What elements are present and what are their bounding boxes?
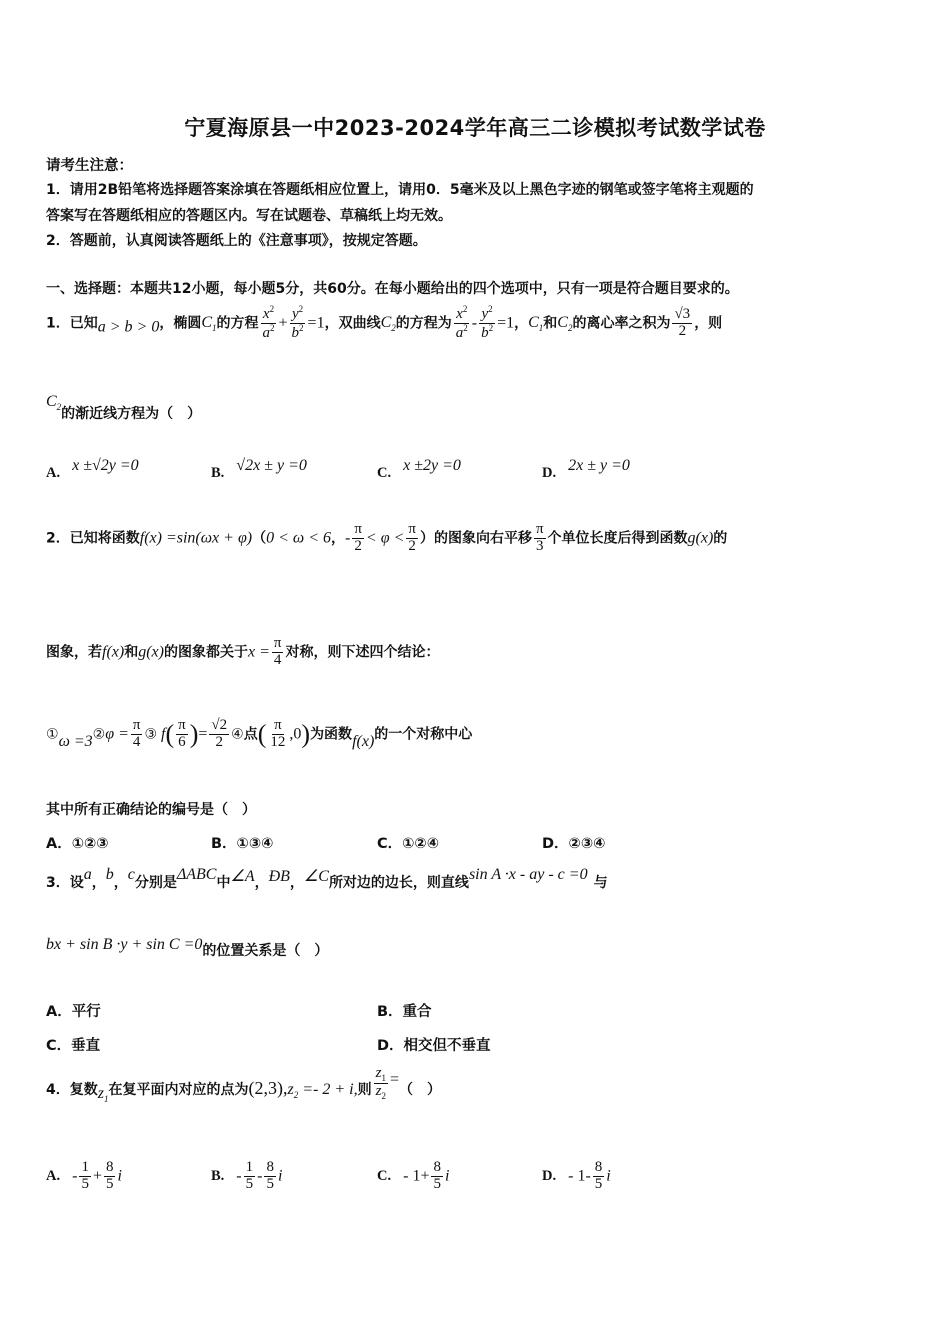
q2-option-c[interactable]: C．①②④ xyxy=(377,836,439,852)
notice-item-2: 2．答题前，认真阅读答题纸上的《注意事项》，按规定答题。 xyxy=(46,233,427,249)
section-heading: 一、选择题：本题共12小题，每小题5分，共60分。在每小题给出的四个选项中，只有一项是符合题目要求的。 xyxy=(46,281,739,297)
fraction: $\frac{x^2}{a^2}$ xyxy=(262,304,275,341)
question-3: 3．设a，b，c分别是ΔABC中∠A，ÐB，∠C所对边的边长，则直线sin A ·x - ay - c =0 与 xyxy=(46,866,608,891)
notice-heading: 请考生注意： xyxy=(46,158,133,174)
notice-item-1b: 答案写在答题纸相应的答题区内。写在试题卷、草稿纸上均无效。 xyxy=(46,208,452,224)
question-2-conclusions: ①ω =3②φ = $\frac{\pi}{4}$ ③ f( $\frac{\pi}{6}$ )= $\frac{√2}{2}$ ④点( $\frac{\pi}{12}$ ,0)为函数f(x)的一个对称中心 xyxy=(46,717,473,751)
q3-option-d[interactable]: D．相交但不垂直 xyxy=(377,1038,491,1054)
q3-option-c[interactable]: C．垂直 xyxy=(46,1038,101,1054)
question-2-prompt: 其中所有正确结论的编号是（ ） xyxy=(46,802,256,818)
page-title: 宁夏海原县一中2023-2024学年高三二诊模拟考试数学试卷 xyxy=(184,116,766,140)
question-2: 2．已知将函数f(x) =sin(ωx + φ)（0 < ω < 6，- $\frac{\pi}{2}$ < φ < $\frac{\pi}{2}$ ）的图象向右平移 $\frac{\pi}{3}$ 个单位长度后得到函数g(x)的 xyxy=(46,521,728,554)
question-1-cont: $C_2$的渐近线方程为（ ） xyxy=(46,393,202,422)
q3-option-b[interactable]: B．重合 xyxy=(377,1004,432,1020)
q3-option-a[interactable]: A．平行 xyxy=(46,1004,101,1020)
q1-option-a[interactable]: A. x ±√2y =0 xyxy=(46,457,139,481)
q1-option-c[interactable]: C. x ±2y =0 xyxy=(377,457,461,481)
question-4: 4．复数$z_1$在复平面内对应的点为$(2,3),z_2 =- 2 + i$,则 $\frac{z_1}{z_2}$ =（ ） xyxy=(46,1065,441,1105)
q4-option-d[interactable]: D. - 1- $\frac{8}{5}$ i xyxy=(542,1159,611,1192)
q4-option-a[interactable]: A. - $\frac{1}{5}$ + $\frac{8}{5}$ i xyxy=(46,1159,122,1192)
q2-option-a[interactable]: A．①②③ xyxy=(46,836,109,852)
q4-option-b[interactable]: B. - $\frac{1}{5}$ - $\frac{8}{5}$ i xyxy=(211,1159,283,1192)
q2-option-b[interactable]: B．①③④ xyxy=(211,836,274,852)
q1-option-b[interactable]: B. √2x ± y =0 xyxy=(211,457,307,481)
question-2-cont: 图象，若f(x)和g(x)的图象都关于x = $\frac{\pi}{4}$ 对称，则下述四个结论： xyxy=(46,635,440,668)
q4-option-c[interactable]: C. - 1+ $\frac{8}{5}$ i xyxy=(377,1159,450,1192)
q1-option-d[interactable]: D. 2x ± y =0 xyxy=(542,457,630,481)
notice-item-1a: 1．请用2B铅笔将选择题答案涂填在答题纸相应位置上，请用0．5毫米及以上黑色字迹的钢笔或签字笔将主观题的 xyxy=(46,182,754,198)
question-3-cont: bx + sin B ·y + sin C =0的位置关系是（ ） xyxy=(46,936,329,959)
q2-option-d[interactable]: D．②③④ xyxy=(542,836,606,852)
question-1: 1．已知a > b > 0，椭圆$C_1$的方程 $\frac{x^2}{a^2}$ + $\frac{y^2}{b^2}$ =1，双曲线$C_2$的方程为 $\frac{x^2}{a^2}$ - $\frac{y^2}{b^2}$ =1，$C_1$和$C_2$的离心率之积为 $\frac{√3}{2}$ ，则 xyxy=(46,304,723,341)
